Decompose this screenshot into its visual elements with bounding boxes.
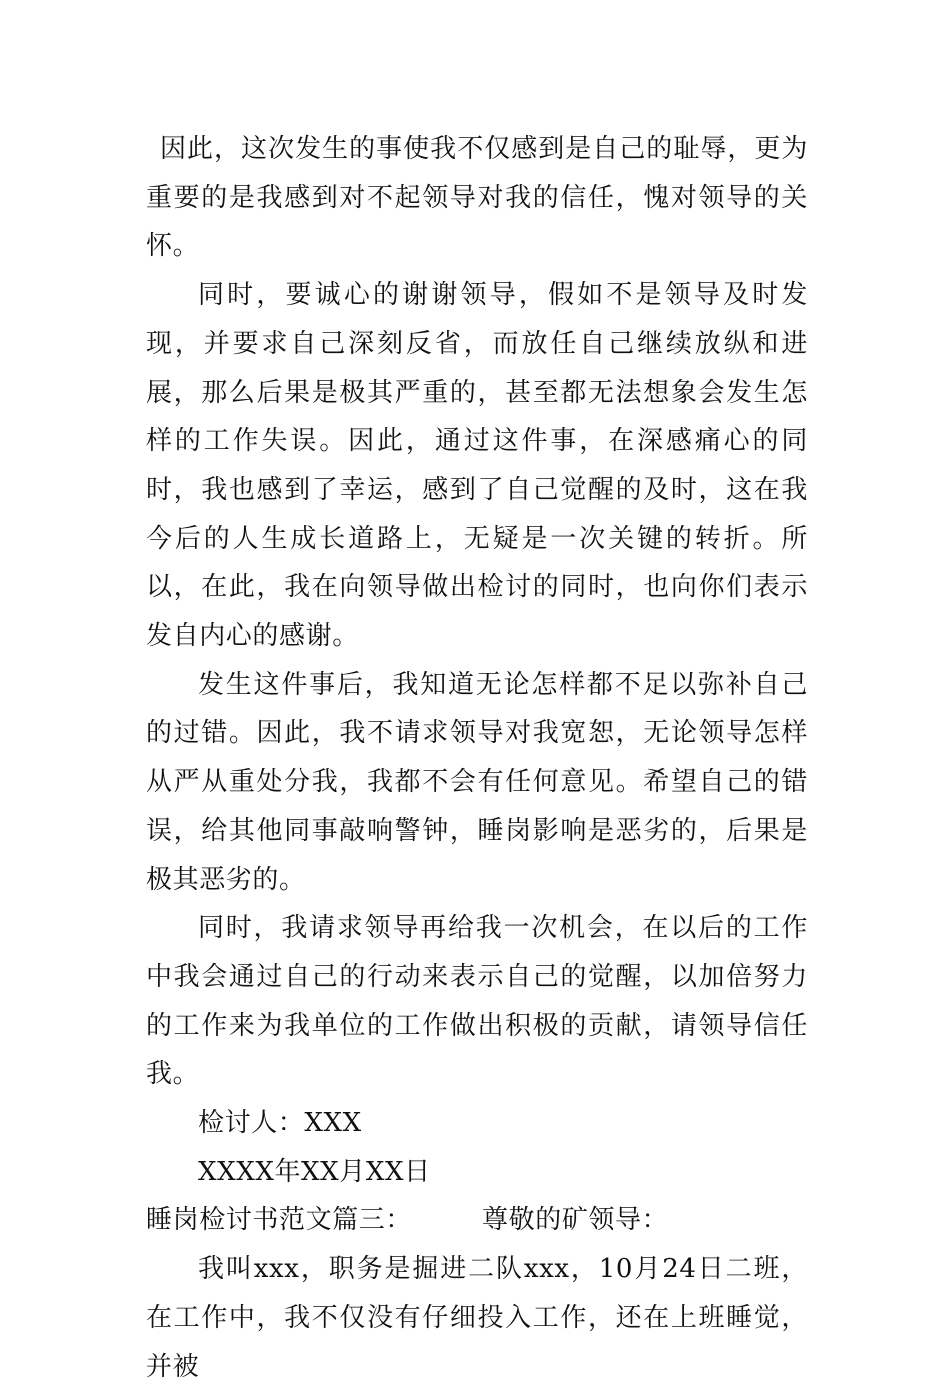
paragraph-1: 因此，这次发生的事使我不仅感到是自己的耻辱，更为重要的是我感到对不起领导对我的信任，愧对领导的关怀。 <box>146 134 808 262</box>
document-body <box>146 125 808 1391</box>
paragraph-3: 发生这件事后，我知道无论怎样都不足以弥补自己的过错。因此，我不请求领导对我宽恕，无论领导怎样从严从重处分我，我都不会有任何意见。希望自己的错误，给其他同事敲响警钟，睡岗影响是恶劣的，后果是极其恶劣的。 <box>146 669 808 895</box>
salutation: 尊敬的矿领导： <box>482 1205 669 1236</box>
section-heading-row <box>146 1196 808 1245</box>
heading-gap <box>412 1196 482 1245</box>
body-paragraph: 我叫xxx，职务是掘进二队xxx，10月24日二班，在工作中，我不仅没有仔细投入工作，还在上班睡觉，并被 <box>146 1254 808 1382</box>
section-title: 睡岗检讨书范文篇三： <box>146 1205 413 1236</box>
date-line: XXXX年XX月XX日 <box>198 1156 431 1187</box>
paragraph-2: 同时，要诚心的谢谢领导，假如不是领导及时发现，并要求自己深刻反省，而放任自己继续放纵和进展，那么后果是极其严重的，甚至都无法想象会发生怎样的工作失误。因此，通过这件事，在深感痛心的同时，我也感到了幸运，感到了自己觉醒的及时，这在我今后的人生成长道路上，无疑是一次关键的转折。所以，在此，我在向领导做出检讨的同时，也向你们表示发自内心的感谢。 <box>146 280 808 652</box>
signature-line: 检讨人：XXX <box>198 1108 362 1139</box>
paragraph-4: 同时，我请求领导再给我一次机会，在以后的工作中我会通过自己的行动来表示自己的觉醒，以加倍努力的工作来为我单位的工作做出积极的贡献，请领导信任我。 <box>146 913 808 1090</box>
